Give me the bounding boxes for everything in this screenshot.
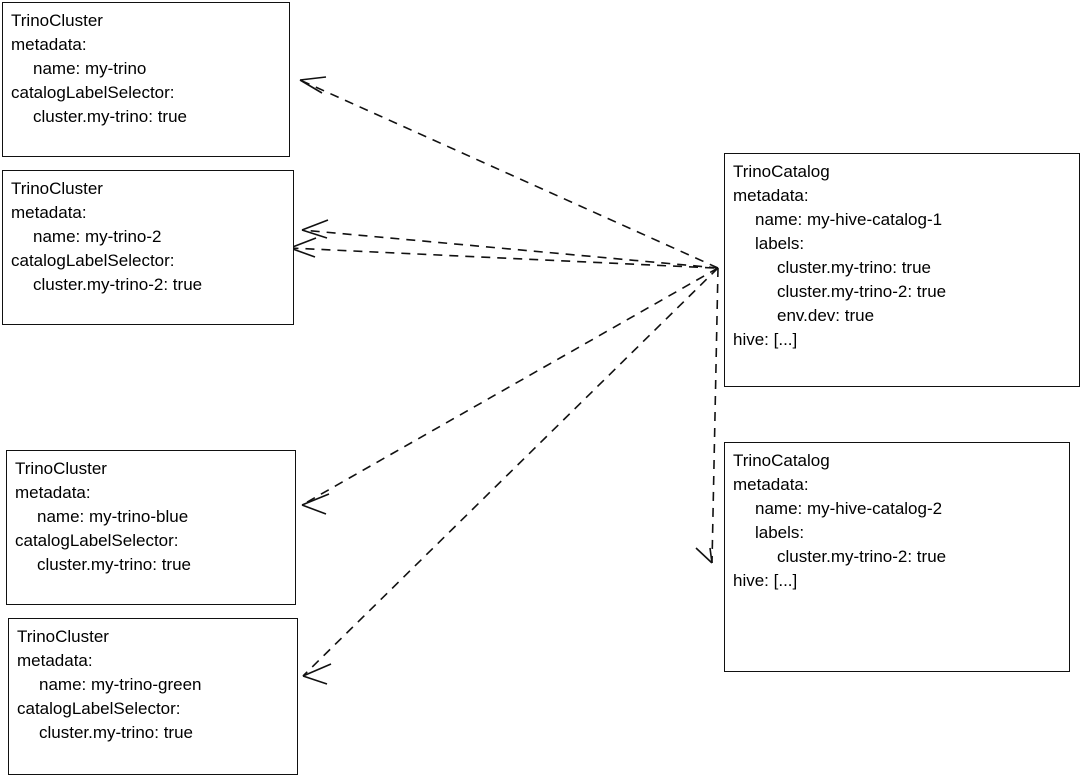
node-line: TrinoCatalog [733,162,830,181]
edge-catalog1-to-my-trino-2 [302,220,718,268]
node-line: TrinoCluster [15,459,107,478]
node-line: name: my-hive-catalog-1 [755,210,943,229]
node-line: name: my-trino-2 [33,227,162,246]
node-line: cluster.my-trino: true [39,723,193,742]
node-line: hive: [...] [733,571,798,590]
edge-catalog1-to-my-trino [300,77,718,268]
node-line: metadata: [17,651,93,670]
node-trinocluster-my-trino[interactable] [2,2,290,157]
node-line: cluster.my-trino: true [37,555,191,574]
node-line: catalogLabelSelector: [11,251,175,270]
node-line: metadata: [733,475,809,494]
node-line: TrinoCluster [11,179,103,198]
node-line: catalogLabelSelector: [15,531,179,550]
node-line: name: my-hive-catalog-2 [755,499,943,518]
node-line: cluster.my-trino-2: true [33,275,203,294]
node-trinocluster-my-trino-2[interactable] [2,170,294,325]
node-line: TrinoCluster [17,627,109,646]
node-line: cluster.my-trino: true [33,107,187,126]
edge-catalog1-to-catalog2-branch [696,268,718,563]
node-line: labels: [755,234,805,253]
node-trinocluster-my-trino-blue[interactable] [6,450,296,605]
node-line: metadata: [11,203,87,222]
node-line: hive: [...] [733,330,798,349]
node-line: name: my-trino-green [39,675,202,694]
node-line: metadata: [733,186,809,205]
node-line: catalogLabelSelector: [17,699,181,718]
node-line: cluster.my-trino-2: true [777,282,947,301]
node-line: env.dev: true [777,306,875,325]
node-line: cluster.my-trino-2: true [777,547,947,566]
node-line: name: my-trino [33,59,147,78]
node-trinocatalog-my-hive-catalog-1[interactable] [724,153,1080,387]
edge-catalog1-to-my-trino-blue [302,268,718,514]
node-line: TrinoCatalog [733,451,830,470]
edge-catalog1-to-my-trino-green [303,268,718,684]
node-line: TrinoCluster [11,11,103,30]
node-line: metadata: [15,483,91,502]
node-trinocatalog-my-hive-catalog-2[interactable] [724,442,1070,672]
node-line: labels: [755,523,805,542]
node-line: catalogLabelSelector: [11,83,175,102]
node-line: cluster.my-trino: true [777,258,931,277]
node-line: name: my-trino-blue [37,507,189,526]
node-trinocluster-my-trino-green[interactable] [8,618,298,775]
node-line: metadata: [11,35,87,54]
edge-catalog2-to-my-trino-2 [290,238,714,268]
